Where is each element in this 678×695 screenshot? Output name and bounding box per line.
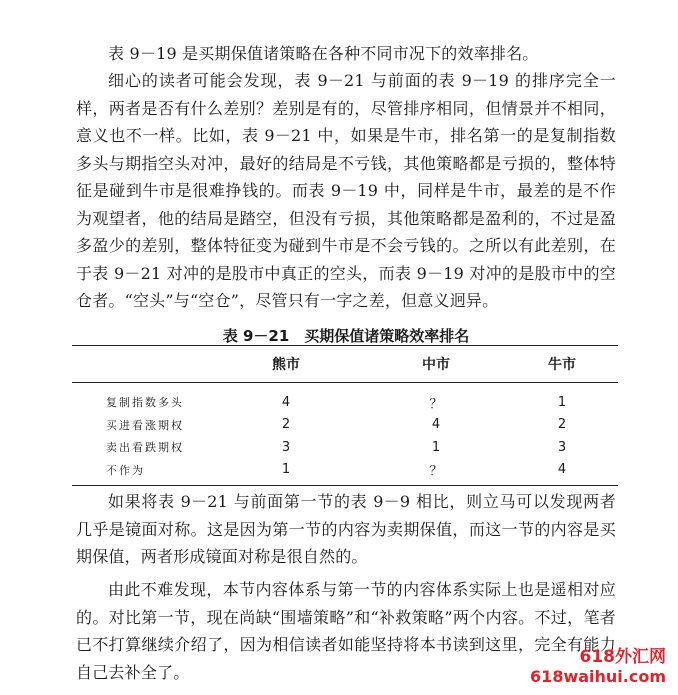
table-cell: 4 — [431, 417, 441, 433]
table-cell: 3 — [281, 439, 291, 455]
table-header-bear: 熊市 — [272, 357, 300, 373]
table-cell: 4 — [281, 394, 291, 410]
table-cell: 1 — [281, 462, 291, 478]
watermark-url: 618waihui.com — [530, 667, 666, 686]
table-cell: 2 — [281, 417, 291, 433]
watermark-title: 618外汇网 — [579, 647, 666, 667]
row-label: 复制指数多头 — [106, 396, 184, 410]
table-row — [72, 436, 618, 459]
table-cell: ？ — [429, 464, 443, 480]
paragraph-3: 如果将表 9－21 与前面第一节的表 9－9 相比，则立马可以发现两者几乎是镜面对称。这是因为第一节的内容为卖期保值，而这一节的内容是买期保值，两者形成镜面对称是很自然的。 — [76, 492, 616, 566]
paragraph-4: 由此不难发现，本节内容体系与第一节的内容体系实际上也是遥相对应的。对比第一节，现在尚缺“围墙策略”和“补救策略”两个内容。不过，笔者已不打算继续介绍了，因为相信读者如能坚持将本书读到这里，完全有能力自己去补全了。 — [76, 580, 616, 682]
table-row — [72, 414, 618, 437]
table-header-bull: 牛市 — [548, 357, 576, 373]
watermark — [530, 647, 666, 687]
paragraph-2: 细心的读者可能会发现，表 9－21 与前面的表 9－19 的排序完全一样，两者是否有什么差别？差别是有的，尽管排序相同，但情景并不相同，意义也不一样。比如，表 9－21 中，如果是牛市，排名第一的是复制指数多头与期指空头对冲，最好的结局是不亏钱，其他策略都是亏损的，整体特征是碰到牛市是很难挣钱的。而表 9－19 中，同样是牛市，最差的是不作为观望者，他的结局是踏空，但没有亏损，其他策略都是盈利的，不过是盈多盈少的差别，整体特征变为碰到牛市是不会亏钱的。之所以有此差别，在于表 9－21 对冲的是股市中真正的空头，而表 9－19 对冲的是股市中的空仓者。“空头”与“空仓”，尽管只有一字之差，但意义迥异。 — [76, 71, 616, 310]
table-header-neutral: 中市 — [422, 357, 450, 373]
table-row — [72, 391, 618, 414]
table-cell: ？ — [429, 396, 443, 412]
table-header-row — [72, 346, 618, 383]
table-body — [72, 383, 618, 485]
table-cell: 3 — [557, 439, 567, 455]
row-label: 买进看涨期权 — [106, 418, 184, 432]
table-row — [72, 459, 618, 482]
table-caption: 表 9－21 买期保值诸策略效率排名 — [222, 327, 470, 345]
table-cell: 4 — [557, 462, 567, 478]
row-label: 不作为 — [106, 463, 145, 477]
row-label: 卖出看跌期权 — [106, 441, 184, 455]
ranking-table — [72, 345, 618, 486]
paragraph-1: 表 9－19 是买期保值诸策略在各种不同市况下的效率排名。 — [108, 44, 539, 63]
table-cell: 1 — [557, 394, 567, 410]
table-cell: 2 — [557, 417, 567, 433]
table-cell: 1 — [431, 439, 441, 455]
